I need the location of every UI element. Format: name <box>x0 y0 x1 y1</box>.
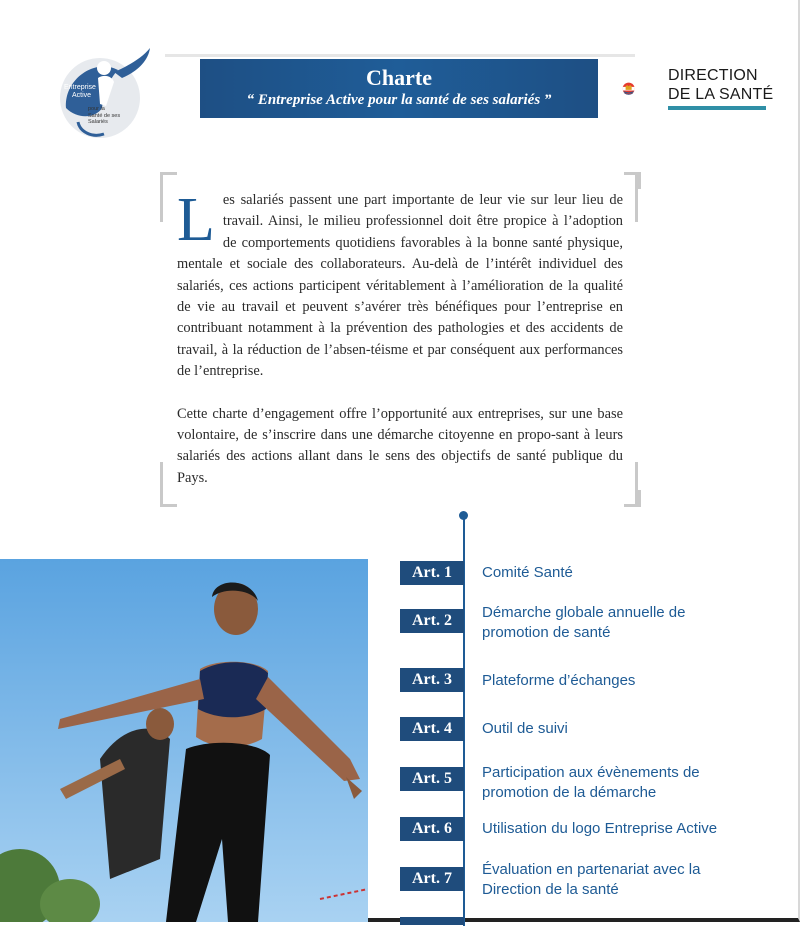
article-badge-3: Art. 3 <box>400 668 464 692</box>
article-label-7: Évaluation en partenariat avec la Direction de la santé <box>482 861 701 898</box>
intro-paragraph-2: Cette charte d’engagement offre l’opportunité aux entreprises, sur une base volontaire, de s’inscrire dans une démarche citoyenne en propo-sant à leurs salariés des actions allant dans le sens des objectifs de santé publique du Pays. <box>177 405 623 486</box>
article-label-6: Utilisation du logo Entreprise Active <box>482 820 718 837</box>
polynesia-emblem-icon <box>622 67 666 111</box>
article-label-1: Comité Santé <box>482 564 573 581</box>
article-label-3: Plateforme d’échanges <box>482 672 636 689</box>
intro-text <box>177 186 623 510</box>
article-label-5: Participation aux évènements de promotion de la démarche <box>482 764 700 801</box>
logo-ea-sub2: Santé de ses <box>88 112 121 119</box>
ds-underline <box>668 106 766 110</box>
bracket-bottom-right <box>624 490 641 507</box>
title-banner <box>200 59 598 118</box>
logo-ea-line2: Active <box>72 92 92 99</box>
logo-ea-line1: Entreprise <box>64 84 96 91</box>
article-label-2: Démarche globale annuelle de promotion de santé <box>482 604 686 641</box>
page-title: Charte <box>366 65 432 90</box>
ds-line2: DE LA SANTÉ <box>668 86 774 103</box>
bracket-side <box>160 172 163 222</box>
bracket-side <box>160 462 163 504</box>
article-badge-1: Art. 1 <box>400 561 464 585</box>
logo-ea-sub3: Salariés <box>88 119 108 125</box>
dropcap: L <box>177 186 215 254</box>
logo-ea-subtitle <box>88 106 120 126</box>
ds-line1: DIRECTION <box>668 67 758 84</box>
article-badge-partial <box>400 917 464 925</box>
intro-paragraph-1 <box>177 186 623 383</box>
header-rule <box>165 54 635 57</box>
direction-sante-logo-text <box>668 66 773 104</box>
intro-paragraph-1-text: es salariés passent une part importante de leur vie sur leur lieu de travail. Ainsi, le milieu professionnel doit être propice à l’adoption de comportements quotidiens favorables à la bonne santé physique, mentale et sociale des collaborateurs. Au-delà de l’intérêt individuel des salariés, ces actions participent véritablement à l’amélioration de la qualité de vie au travail et peuvent s’avérer très bénéfiques pour l’entreprise en contribuant notamment à la prévention des pathologies et des accidents de travail, à la réduction de l’absen-téisme et par conséquent aux performances de l’entreprise. <box>177 192 623 380</box>
article-badge-4: Art. 4 <box>400 717 464 741</box>
article-badge-7: Art. 7 <box>400 867 464 891</box>
bracket-side <box>635 172 638 222</box>
bracket-side <box>635 462 638 504</box>
logo-ea-sub1: pour la <box>88 106 105 112</box>
article-badge-5: Art. 5 <box>400 767 464 791</box>
bracket-top-right <box>624 172 641 189</box>
timeline-dot <box>459 511 468 520</box>
logo-ea-title <box>64 84 96 100</box>
article-label-4: Outil de suivi <box>482 720 568 737</box>
article-badge-6: Art. 6 <box>400 817 464 841</box>
athlete-photo <box>0 559 368 922</box>
article-badge-2: Art. 2 <box>400 609 464 633</box>
page-subtitle: “ Entreprise Active pour la santé de ses salariés ” <box>246 92 552 108</box>
